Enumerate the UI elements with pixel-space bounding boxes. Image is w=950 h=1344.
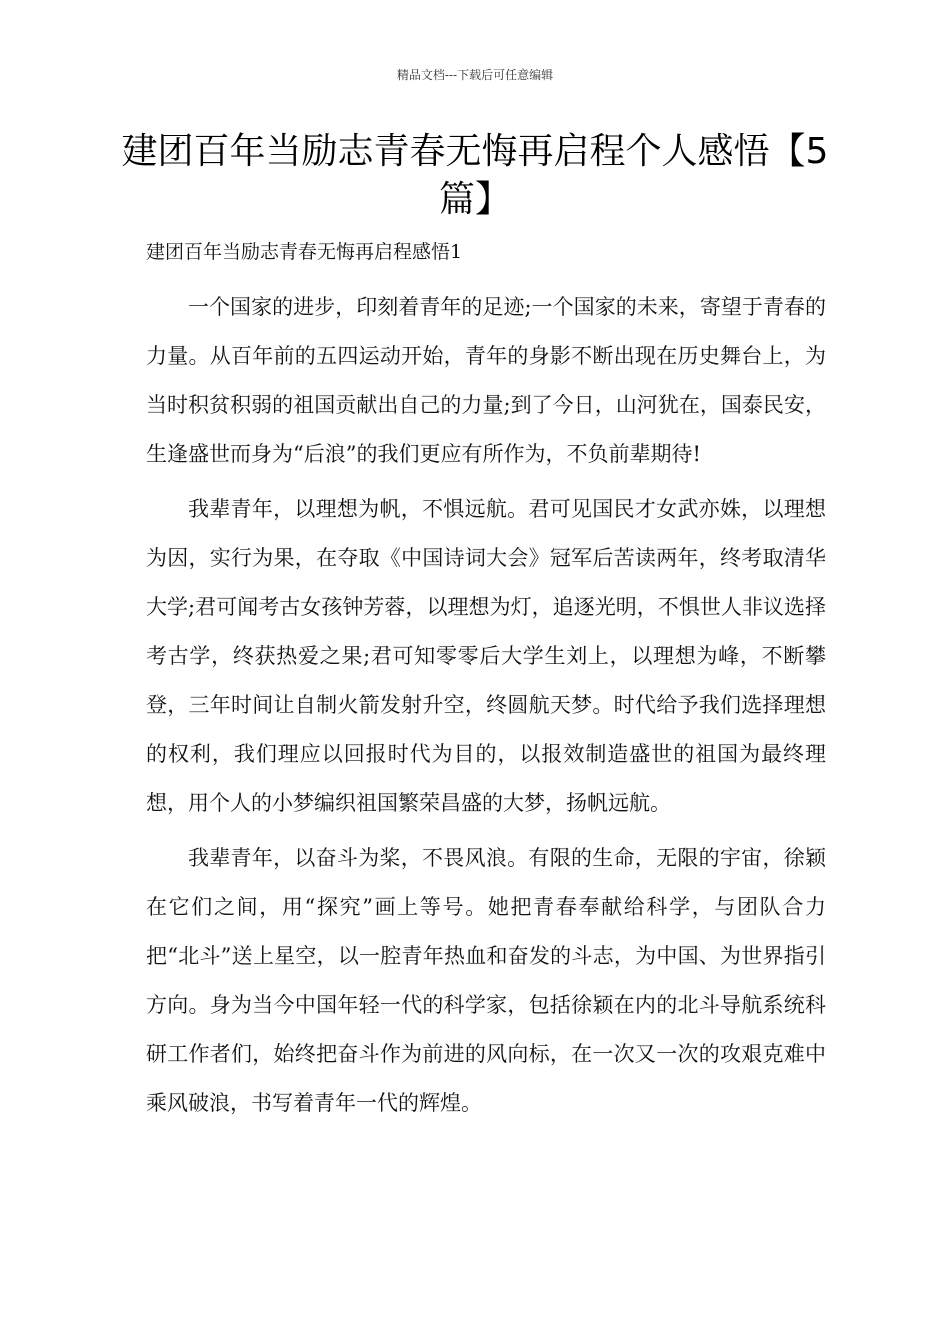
paragraph-3: 我辈青年，以奋斗为桨，不畏风浪。有限的生命，无限的宇宙，徐颖在它们之间，用“探究”画上等号。她把青春奉献给科学，与团队合力把“北斗”送上星空，以一腔青年热血和奋发的斗志，为中国、为世界指引方向。身为当今中国年轻一代的科学家，包括徐颖在内的北斗导航系统科研工作者们，始终把奋斗作为前进的风向标，在一次又一次的攻艰克难中乘风破浪，书写着青年一代的辉煌。 — [146, 846, 826, 1115]
paragraph-2: 我辈青年，以理想为帆，不惧远航。君可见国民才女武亦姝，以理想为因，实行为果，在夺取《中国诗词大会》冠军后苦读两年，终考取清华大学;君可闻考古女孩钟芳蓉，以理想为灯，追逐光明，不惧世人非议选择考古学，终获热爱之果;君可知零零后大学生刘上，以理想为峰，不断攀登，三年时间让自制火箭发射升空，终圆航天梦。时代给予我们选择理想的权利，我们理应以回报时代为目的，以报效制造盛世的祖国为最终理想，用个人的小梦编织祖国繁荣昌盛的大梦，扬帆远航。 — [146, 497, 826, 815]
header-note: 精品文档---下载后可任意编辑 — [396, 68, 554, 82]
document-title: 建团百年当励志青春无悔再启程个人感悟【5篇】 — [121, 131, 829, 220]
paragraph-1: 一个国家的进步，印刻着青年的足迹;一个国家的未来，寄望于青春的力量。从百年前的五四运动开始，青年的身影不断出现在历史舞台上，为当时积贫积弱的祖国贡献出自己的力量;到了今日，山河犹在，国泰民安，生逢盛世而身为“后浪”的我们更应有所作为，不负前辈期待! — [146, 295, 826, 466]
section-heading: 建团百年当励志青春无悔再启程感悟1 — [146, 241, 463, 263]
body-text — [146, 283, 826, 1134]
